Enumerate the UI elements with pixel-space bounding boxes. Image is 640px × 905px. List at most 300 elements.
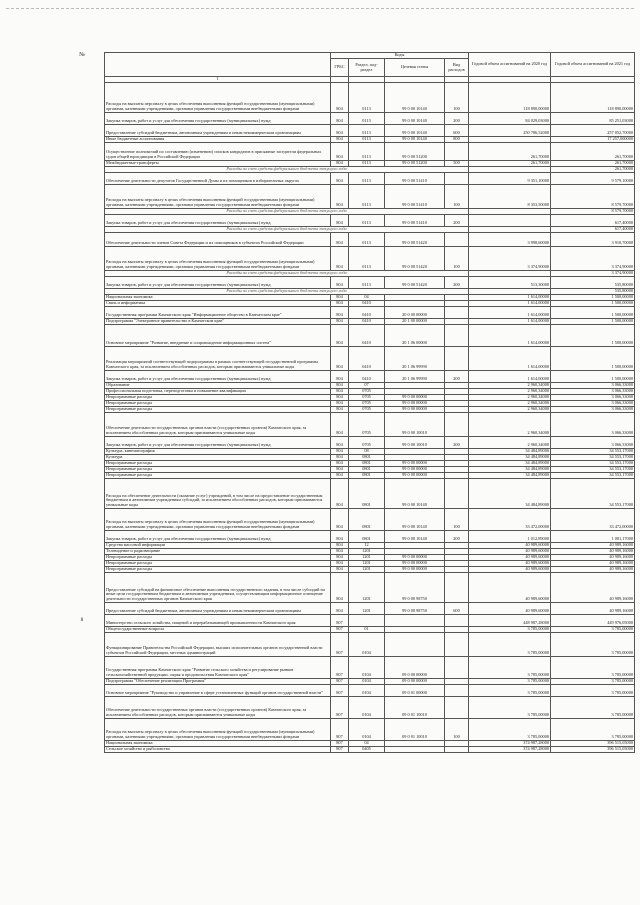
cell-gr: 804 [331,531,349,543]
cell-rz: 0113 [349,247,385,271]
cell-gr: 804 [331,83,349,113]
cell-name: Национальная экономика [105,741,331,747]
cell-vr: 200 [445,531,469,543]
cell-gr: 804 [331,383,349,389]
cell-cs: 99 0 00 00000 [385,401,445,407]
cell-vr [445,657,469,679]
table-row [105,413,635,437]
cell-s2: 1 500,00000 [551,325,635,347]
cell-s1: 9 351,10000 [469,173,551,185]
cell-s1: 34 484,89000 [469,455,551,461]
cell-s1: 1 614,00000 [469,371,551,383]
cell-name: Образование [105,383,331,389]
cell-s2: 261,70000 [551,143,635,161]
cell-rz: 0705 [349,413,385,437]
cell-s1: 2 960,34000 [469,437,551,449]
cell-s2: 3 066,33000 [551,401,635,407]
cell-s2: 617,40000 [551,215,635,227]
cell-rz: 0410 [349,301,385,307]
cell-s1: 2 960,34000 [469,413,551,437]
cell-name: Непрограммные расходы [105,555,331,561]
cell-name: Обеспечение деятельности государственных органов власти (государственных органов) Камчатского края, за исключением обособленных расходов, которым присваиваются уникальные коды [105,413,331,437]
note-text: Расходы за счет средств федерального бюджета текущего года [105,167,469,173]
cell-s2: 34 553,17000 [551,449,635,455]
cell-rz: 0801 [349,509,385,531]
cell-gr: 804 [331,509,349,531]
cell-s1: 3 785,00000 [469,657,551,679]
table-row [105,657,635,679]
cell-vr [445,143,469,161]
cell-rz: 1201 [349,573,385,603]
cell-s1: 8 353,50000 [469,185,551,209]
cell-gr: 807 [331,657,349,679]
cell-s1: 513,30000 [469,277,551,289]
header-name [105,53,331,77]
cell-vr [445,697,469,719]
cell-vr: 200 [445,277,469,289]
cell-s2: 3 785,00000 [551,685,635,697]
cell-vr [445,615,469,627]
header-codes-group: Коды [331,53,469,59]
cell-vr: 600 [445,603,469,615]
cell-s2: 257 052,70000 [551,125,635,137]
cell-s1: 40 989,60000 [469,567,551,573]
note-s2: 535,80000 [551,289,635,295]
header-sum-2021: Годовой объем ассигнований на 2021 год [551,53,635,77]
cell-s2: 40 989,16000 [551,561,635,567]
cell-cs: 99 0 00 51410 [385,185,445,209]
cell-vr [445,747,469,753]
cell-rz: 0113 [349,125,385,137]
cell-name: Расходы на выплаты персоналу в целях обеспечения выполнения функций государственными (муниципальными) органами, казенными учреждениями, органами управления государственными внебюджетными фондами [105,83,331,113]
cell-s2: 1 500,00000 [551,347,635,371]
cell-name: Непрограммные расходы [105,401,331,407]
cell-rz: 0104 [349,679,385,685]
cell-s1: 2 960,34000 [469,401,551,407]
cell-gr: 804 [331,567,349,573]
cell-s2: 449 976,05000 [551,615,635,627]
note-text: Расходы за счет средств федерального бюджета текущего года [105,227,469,233]
header-section: Раздел, под-раздел [349,59,385,77]
cell-s1: 374 987,28000 [469,741,551,747]
cell-gr: 804 [331,473,349,479]
cell-vr [445,325,469,347]
cell-s2: 1 500,00000 [551,301,635,307]
cell-s2: 3 785,00000 [551,697,635,719]
cell-gr: 804 [331,143,349,161]
cell-rz: 0104 [349,719,385,741]
table-row [105,685,635,697]
cell-cs: 99 0 00 00000 [385,467,445,473]
cell-name: Непрограммные расходы [105,561,331,567]
cell-vr [445,573,469,603]
cell-cs: 09 0 01 10010 [385,719,445,741]
cell-rz: 0410 [349,307,385,319]
cell-s1: 2 960,34000 [469,383,551,389]
cell-cs: 99 0 00 00000 [385,473,445,479]
cell-gr: 804 [331,307,349,319]
cell-gr: 804 [331,247,349,271]
cell-name: Закупка товаров, работ и услуг для обеспечения государственных (муниципальных) нужд [105,531,331,543]
cell-s1: 3 785,00000 [469,719,551,741]
cell-s2: 1 081,17000 [551,531,635,543]
table-row [105,371,635,383]
budget-table [104,52,635,753]
cell-s1: 34 484,89000 [469,449,551,455]
cell-s2: 40 989,16000 [551,543,635,549]
cell-s2: 396 515,05000 [551,741,635,747]
cell-s1 [469,215,551,227]
top-dashed-line [6,8,634,9]
header-expense-type: Вид расходов [445,59,469,77]
cell-name: Основное мероприятие "Развитие, внедрение и сопровождение информационных систем" [105,325,331,347]
cell-rz: 0801 [349,455,385,461]
cell-gr: 804 [331,401,349,407]
table-body [105,83,635,753]
cell-s2: 40 989,16000 [551,549,635,555]
cell-s1: 40 989,60000 [469,603,551,615]
cell-rz: 0113 [349,215,385,227]
cell-s2: 34 553,17000 [551,461,635,467]
cell-cs: 99 0 00 10010 [385,437,445,449]
cell-s1: 3 374,90000 [469,247,551,271]
cell-gr: 804 [331,603,349,615]
cell-gr: 804 [331,437,349,449]
cell-s2: 3 785,00000 [551,657,635,679]
cell-s2: 3 785,00000 [551,679,635,685]
cell-s1: 1 614,00000 [469,325,551,347]
cell-cs: 99 0 00 51420 [385,247,445,271]
cell-gr: 807 [331,747,349,753]
cell-s1: 374 987,28000 [469,747,551,753]
cell-s2: 40 989,16000 [551,603,635,615]
cell-s2: 1 500,00000 [551,307,635,319]
cell-rz: 0705 [349,395,385,401]
cell-rz: 0104 [349,657,385,679]
cell-rz: 04 [349,741,385,747]
cell-name: Государственная программа Камчатского края "Информационное общество в Камчатском крае" [105,307,331,319]
cell-name: Основное мероприятие "Руководство и управление в сфере установленных функций органов государственной власти" [105,685,331,697]
cell-cs: 20 0 00 00000 [385,307,445,319]
cell-rz: 0705 [349,407,385,413]
cell-gr: 804 [331,573,349,603]
cell-s2: 118 890,00000 [551,83,635,113]
table-row [105,437,635,449]
table-row [105,603,635,615]
cell-s1: 3 785,00000 [469,633,551,657]
cell-gr: 804 [331,479,349,509]
cell-name: Министерство сельского хозяйства, пищевой и перерабатывающей промышленности Камчатского края [105,615,331,627]
cell-gr: 807 [331,685,349,697]
cell-name: Сельское хозяйство и рыболовство [105,747,331,753]
cell-cs: 20 1 06 00000 [385,325,445,347]
cell-s1: 34 484,89000 [469,467,551,473]
cell-vr: 800 [445,137,469,143]
cell-name: Непрограммные расходы [105,473,331,479]
cell-vr: 600 [445,125,469,137]
cell-s2: 261,70000 [551,161,635,167]
cell-s2: 3 785,00000 [551,627,635,633]
cell-vr: 100 [445,719,469,741]
cell-gr: 804 [331,555,349,561]
cell-s1: 1 012,89000 [469,531,551,543]
cell-gr: 804 [331,371,349,383]
cell-name: Подпрограмма "Электронное правительство в Камчатском крае" [105,319,331,325]
cell-name: Закупка товаров, работ и услуг для обеспечения государственных (муниципальных) нужд [105,215,331,227]
cell-rz: 0113 [349,113,385,125]
cell-s1: 1 614,00000 [469,307,551,319]
cell-gr: 807 [331,633,349,657]
table-row [105,573,635,603]
cell-rz: 0113 [349,143,385,161]
cell-name: Закупка товаров, работ и услуг для обеспечения государственных (муниципальных) нужд [105,437,331,449]
cell-cs: 99 0 00 00000 [385,395,445,401]
header-target: Целевая статья [385,59,445,77]
cell-name: Предоставление субсидий на финансовое обеспечение выполнения государственного задания, в том числе субсидий на иные цели государственным бюджетным и автономным учреждениям, осуществляющим информационное освещение деятельности государственных органов Камчатского края [105,573,331,603]
cell-s2: 535,80000 [551,277,635,289]
cell-name: Культура, кинематография [105,449,331,455]
cell-s1: 118 890,00000 [469,83,551,113]
cell-cs: 99 0 00 00000 [385,555,445,561]
cell-s1: 34 484,89000 [469,479,551,509]
cell-s2: 3 066,33000 [551,395,635,401]
table-row [105,125,635,137]
cell-rz: 0801 [349,461,385,467]
cell-s1: 2 960,34000 [469,395,551,401]
cell-vr: 100 [445,83,469,113]
cell-gr: 804 [331,295,349,301]
cell-s1: 1 614,00000 [469,319,551,325]
cell-name: Общегосударственные вопросы [105,627,331,633]
cell-rz: 1201 [349,567,385,573]
cell-vr [445,479,469,509]
cell-rz: 0410 [349,325,385,347]
cell-s2: 33 472,00000 [551,509,635,531]
index-cell: 1 [105,77,331,83]
cell-vr: 500 [445,161,469,167]
cell-s2: 8 579,70000 [551,185,635,209]
cell-cs: 99 0 00 10140 [385,509,445,531]
cell-cs: 99 0 00 00000 [385,561,445,567]
cell-vr: 200 [445,371,469,383]
row-number: 8 [80,617,84,623]
cell-gr: 807 [331,679,349,685]
cell-gr: 804 [331,173,349,185]
cell-cs: 20 1 06 99990 [385,347,445,371]
cell-cs: 99 0 00 10140 [385,83,445,113]
cell-cs [385,615,445,627]
cell-cs [385,633,445,657]
cell-gr: 804 [331,185,349,209]
cell-name: Профессиональная подготовка, переподготовка и повышение квалификации [105,389,331,395]
cell-name: Связь и информатика [105,301,331,307]
note-s2: 261,70000 [551,167,635,173]
cell-s2: 1 500,00000 [551,371,635,383]
cell-rz: 01 [349,627,385,633]
cell-cs: 20 1 06 99990 [385,371,445,383]
cell-gr: 804 [331,449,349,455]
cell-rz: 0113 [349,173,385,185]
cell-cs: 99 0 00 10140 [385,137,445,143]
cell-s2: 1 500,00000 [551,319,635,325]
cell-cs: 99 0 00 10140 [385,479,445,509]
cell-cs: 99 0 00 51200 [385,161,445,167]
cell-rz: 0801 [349,467,385,473]
cell-cs [385,747,445,753]
cell-gr: 807 [331,615,349,627]
cell-vr: 200 [445,215,469,227]
cell-name: Непрограммные расходы [105,467,331,473]
cell-name: Непрограммные расходы [105,567,331,573]
cell-gr: 804 [331,125,349,137]
cell-rz: 0113 [349,161,385,167]
cell-rz: 0113 [349,83,385,113]
cell-rz: 1201 [349,561,385,567]
cell-cs: 09 0 01 00000 [385,685,445,697]
table-row [105,615,635,627]
cell-name: Государственная программа Камчатского края "Развитие сельского хозяйства и регулирование рынков сельскохозяйственной продукции, сырья и продовольствия Камчатского края" [105,657,331,679]
cell-rz: 0104 [349,633,385,657]
cell-name: Закупка товаров, работ и услуг для обеспечения государственных (муниципальных) нужд [105,277,331,289]
table-row [105,277,635,289]
cell-vr: 100 [445,247,469,271]
cell-vr [445,307,469,319]
cell-s1: 34 484,89000 [469,473,551,479]
cell-s1: 3 785,00000 [469,685,551,697]
cell-rz: 07 [349,383,385,389]
cell-vr [445,173,469,185]
cell-gr: 804 [331,389,349,395]
cell-s2: 40 989,16000 [551,555,635,561]
cell-rz: 0410 [349,371,385,383]
cell-vr: 100 [445,509,469,531]
table-row [105,479,635,509]
cell-gr: 807 [331,719,349,741]
cell-rz: 0705 [349,389,385,395]
cell-gr: 804 [331,319,349,325]
cell-name: Расходы на выплаты персоналу в целях обеспечения выполнения функций государственными (муниципальными) органами, казенными учреждениями, органами управления государственными внебюджетными фондами [105,509,331,531]
cell-cs: 99 0 00 10140 [385,531,445,543]
table-row [105,143,635,161]
cell-gr: 804 [331,461,349,467]
table-row [105,233,635,247]
cell-cs: 99 0 00 51410 [385,173,445,185]
table-row [105,307,635,319]
cell-s1: 3 785,00000 [469,679,551,685]
cell-cs: 99 0 00 10010 [385,413,445,437]
cell-s2: 3 785,00000 [551,719,635,741]
cell-rz: 1201 [349,603,385,615]
cell-gr: 804 [331,467,349,473]
cell-gr: 804 [331,347,349,371]
note-s2: 8 579,70000 [551,209,635,215]
header-grbs: ГРБС [331,59,349,77]
cell-rz: 0104 [349,697,385,719]
cell-name: Функционирование Правительства Российской Федерации, высших исполнительных органов государственной власти субъектов Российской Федерации, местных администраций [105,633,331,657]
table-row [105,325,635,347]
note-text: Расходы за счет средств федерального бюджета текущего года [105,289,469,295]
cell-s2: 1 500,00000 [551,295,635,301]
cell-cs: 99 0 00 98750 [385,603,445,615]
cell-gr: 804 [331,277,349,289]
cell-rz: 04 [349,295,385,301]
cell-s2: 85 251,03000 [551,113,635,125]
cell-cs: 20 1 00 00000 [385,319,445,325]
cell-s2: 3 374,90000 [551,247,635,271]
cell-s1: 261,70000 [469,161,551,167]
cell-s1: 3 998,60000 [469,233,551,247]
cell-name: Телевидение и радиовещание [105,549,331,555]
cell-s2: 40 989,16000 [551,567,635,573]
table-row [105,509,635,531]
cell-s2: 3 910,70000 [551,233,635,247]
cell-vr: 100 [445,185,469,209]
cell-gr: 804 [331,301,349,307]
cell-rz: 0801 [349,473,385,479]
cell-s2: 3 066,33000 [551,407,635,413]
cell-cs: 99 0 00 10140 [385,125,445,137]
cell-gr: 804 [331,325,349,347]
table-row [105,83,635,113]
cell-s1: 448 987,28000 [469,615,551,627]
table-row [105,215,635,227]
cell-rz: 0113 [349,185,385,209]
cell-name: Закупка товаров, работ и услуг для обеспечения государственных (муниципальных) нужд [105,113,331,125]
cell-gr: 804 [331,137,349,143]
cell-rz: 0410 [349,347,385,371]
cell-s1: 2 960,34000 [469,407,551,413]
cell-name: Непрограммные расходы [105,395,331,401]
cell-s2: 3 785,00000 [551,633,635,657]
cell-gr: 804 [331,233,349,247]
cell-s2: 17 257,000000 [551,137,635,143]
cell-s1: 34 484,89000 [469,461,551,467]
cell-name: Расходы на обеспечение деятельности (оказание услуг) учреждений, в том числе на предоставление государственным бюджетным и автономным учреждениям субсидий, за исключением обособленных расходов, которым присваиваются уникальные коды [105,479,331,509]
cell-s1: 3 785,00000 [469,697,551,719]
cell-s1: 40 989,60000 [469,561,551,567]
cell-s2: 396 515,05000 [551,747,635,753]
cell-vr [445,633,469,657]
table-row [105,347,635,371]
cell-rz: 0104 [349,685,385,697]
cell-name: Предоставление субсидий бюджетным, автономным учреждениям и иным некоммерческим организациям [105,125,331,137]
table-row [105,113,635,125]
cell-s2: 3 066,33000 [551,389,635,395]
cell-gr: 804 [331,215,349,227]
cell-s1: 2 960,34000 [469,389,551,395]
cell-gr: 807 [331,741,349,747]
cell-s2: 34 553,17000 [551,455,635,461]
cell-s1: 33 472,00000 [469,509,551,531]
cell-name: Предоставление субсидий бюджетным, автономным учреждениям и иным некоммерческим организациям [105,603,331,615]
cell-rz [349,615,385,627]
cell-gr: 807 [331,697,349,719]
cell-s1: 84 029,03000 [469,113,551,125]
cell-cs: 09 0 00 00000 [385,679,445,685]
cell-rz: 0113 [349,233,385,247]
table-row [105,633,635,657]
cell-name: Средства массовой информации [105,543,331,549]
cell-gr: 804 [331,549,349,555]
cell-s1: 1 614,00000 [469,347,551,371]
cell-s2: 34 553,17000 [551,467,635,473]
cell-s1: 40 989,60000 [469,549,551,555]
cell-gr: 804 [331,455,349,461]
cell-cs: 09 0 01 10010 [385,697,445,719]
cell-rz: 0113 [349,277,385,289]
cell-rz: 0410 [349,319,385,325]
cell-cs: 99 0 00 51420 [385,277,445,289]
